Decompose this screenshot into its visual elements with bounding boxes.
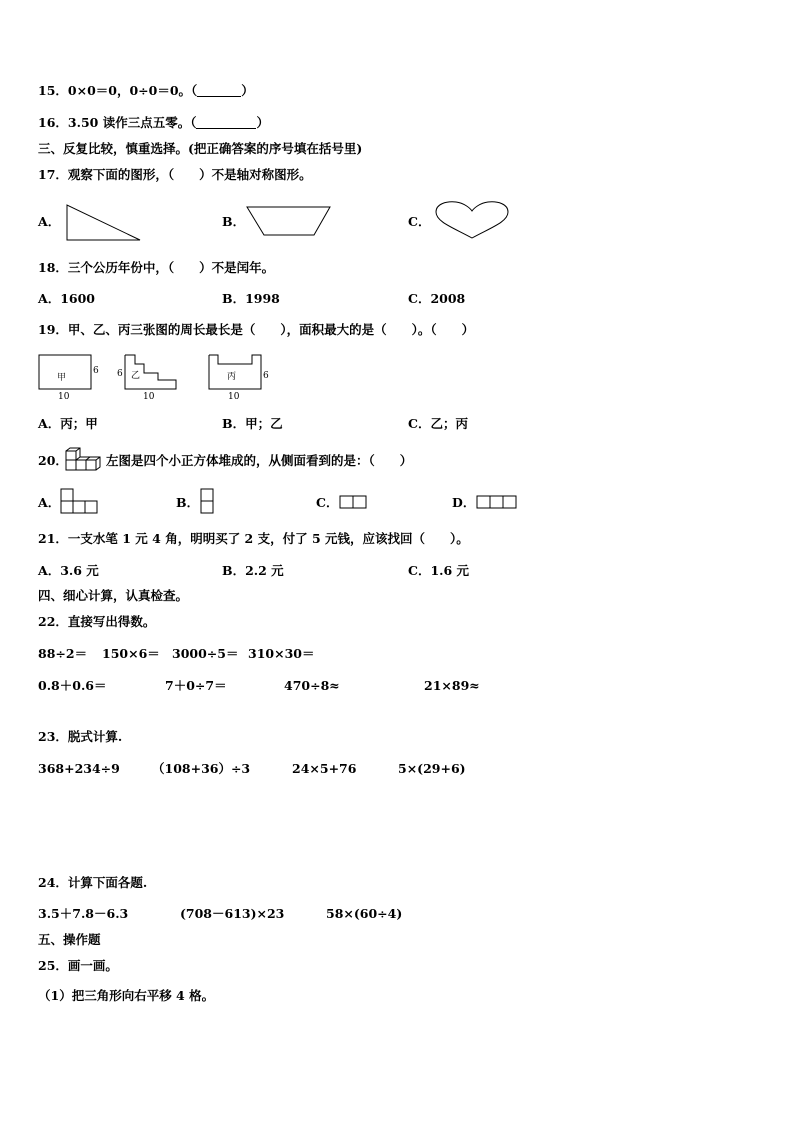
- calc-item: 470÷8≈: [284, 678, 340, 693]
- question-number: 21．: [38, 531, 68, 546]
- question-17: [38, 167, 312, 183]
- section-5-heading: 五、操作题: [38, 932, 101, 947]
- option-b[interactable]: B．2.2 元: [222, 563, 284, 578]
- option-b-view-figure: [200, 488, 216, 516]
- option-b[interactable]: B．: [222, 214, 246, 229]
- calc-item: 7＋0÷7＝: [165, 678, 227, 693]
- question-text: 三个公历年份中，（ ）不是闰年。: [67, 260, 275, 275]
- figure-yi-bottom-length: 10: [143, 392, 155, 402]
- question-text: 0×0＝0，0÷0＝0。（: [67, 83, 198, 98]
- question-text: 直接写出得数。: [67, 614, 156, 629]
- question-number: 15．: [38, 83, 68, 98]
- option-a[interactable]: A．3.6 元: [38, 563, 99, 578]
- figure-bing-label: 丙: [227, 372, 237, 382]
- option-d-view-figure: [476, 495, 518, 511]
- calc-item: 58×(60÷4): [326, 906, 403, 921]
- calc-item: 3.5＋7.8－6.3: [38, 906, 129, 921]
- question-number: 25．: [38, 958, 68, 973]
- figure-jia-label: 甲: [57, 373, 67, 383]
- option-b[interactable]: B．甲；乙: [222, 416, 283, 431]
- option-d[interactable]: D．: [452, 495, 476, 510]
- heart-figure: [434, 200, 510, 240]
- calc-item: 88÷2＝: [38, 646, 88, 661]
- figure-yi-label: 乙: [131, 371, 141, 381]
- question-text: 甲、乙、丙三张图的周长最长是（ ），面积最大的是（ ）。（ ）: [67, 322, 475, 337]
- question-text: 一支水笔 1 元 4 角，明明买了 2 支，付了 5 元钱，应该找回（ ）。: [67, 531, 469, 546]
- calc-item: 0.8＋0.6＝: [38, 678, 107, 693]
- question-25-subquestion-1: （1）把三角形向右平移 4 格。: [38, 988, 215, 1003]
- section-3-heading: 三、反复比较，慎重选择。(把正确答案的序号填在括号里): [38, 141, 363, 156]
- answer-blank[interactable]: [197, 84, 241, 97]
- question-text: 3.50 读作三点五零。（: [67, 115, 197, 130]
- option-c-view-figure: [339, 495, 369, 511]
- question-24: [38, 875, 147, 891]
- question-23: [38, 729, 122, 745]
- question-number: 16．: [38, 115, 68, 130]
- figure-jia-side-length: 6: [93, 366, 99, 376]
- option-c[interactable]: C．乙；丙: [408, 416, 468, 431]
- figure-bing-bottom-length: 10: [228, 392, 240, 402]
- calc-item: (708－613)×23: [180, 906, 285, 921]
- calc-item: （108+36）÷3: [152, 761, 251, 776]
- option-a-view-figure: [60, 488, 100, 516]
- question-number: 24．: [38, 875, 68, 890]
- question-text: 脱式计算.: [67, 729, 123, 744]
- option-a[interactable]: A．丙；甲: [38, 416, 98, 431]
- question-16: 16．3.50 读作三点五零。（ ）: [38, 115, 269, 130]
- right-triangle-figure: [66, 204, 142, 242]
- option-a[interactable]: A．: [38, 495, 61, 510]
- question-15: 15．0×0＝0，0÷0＝0。（ ）: [38, 83, 254, 98]
- option-c[interactable]: C．2008: [408, 291, 466, 306]
- question-number: 23．: [38, 729, 68, 744]
- section-4-heading: 四、细心计算，认真检查。: [38, 588, 189, 603]
- calc-item: 368+234÷9: [38, 761, 120, 776]
- figure-yi-side-length: 6: [117, 369, 123, 379]
- option-c[interactable]: C．1.6 元: [408, 563, 470, 578]
- question-25: [38, 958, 118, 974]
- question-text: 计算下面各题.: [67, 875, 148, 890]
- calc-item: 150×6＝: [102, 646, 160, 661]
- question-number: 22．: [38, 614, 68, 629]
- question-text: 观察下面的图形，（ ）不是轴对称图形。: [67, 167, 312, 182]
- calc-item: 24×5+76: [292, 761, 357, 776]
- option-a[interactable]: A．1600: [38, 291, 95, 306]
- calc-item: 21×89≈: [424, 678, 480, 693]
- option-c[interactable]: C．: [408, 214, 431, 229]
- question-21: [38, 531, 469, 547]
- question-number: 18．: [38, 260, 68, 275]
- calc-item: 3000÷5＝: [172, 646, 239, 661]
- figure-jia-bottom-length: 10: [58, 392, 70, 402]
- option-c[interactable]: C．: [316, 495, 339, 510]
- option-a[interactable]: A．: [38, 214, 61, 229]
- question-text: 画一画。: [67, 958, 118, 973]
- calc-item: 5×(29+6): [398, 761, 466, 776]
- question-20-text: 左图是四个小正方体堆成的，从侧面看到的是：（ ）: [106, 453, 413, 468]
- question-19: [38, 322, 474, 338]
- question-20-number: 20．: [38, 453, 68, 468]
- option-b[interactable]: B．1998: [222, 291, 280, 306]
- figure-bing-side-length: 6: [263, 371, 269, 381]
- option-b[interactable]: B．: [176, 495, 200, 510]
- question-number: 17．: [38, 167, 68, 182]
- trapezoid-figure: [246, 206, 332, 236]
- calc-item: 310×30＝: [248, 646, 315, 661]
- answer-blank[interactable]: [196, 116, 256, 129]
- question-22: [38, 614, 155, 630]
- cube-stack-figure: [65, 448, 107, 472]
- question-number: 19．: [38, 322, 68, 337]
- question-18: [38, 260, 274, 276]
